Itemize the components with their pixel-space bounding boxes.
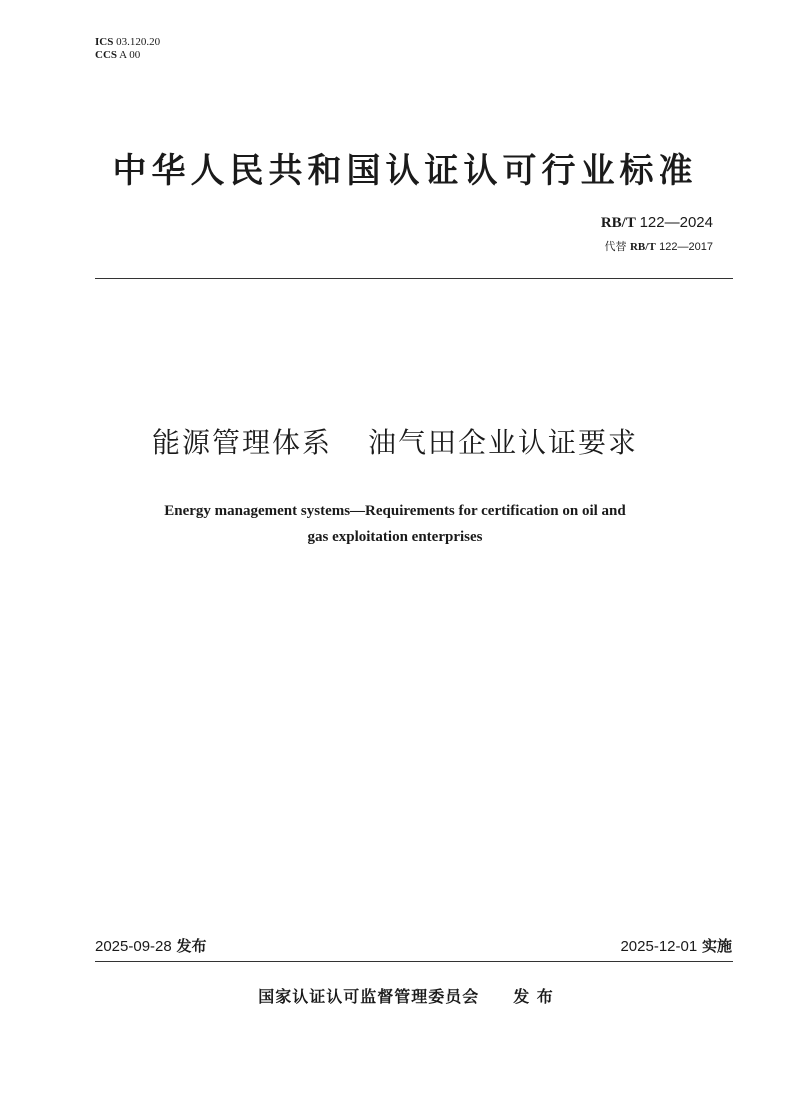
footer-divider bbox=[95, 961, 733, 962]
implementation-date bbox=[620, 936, 732, 957]
replaces-number: 122—2017 bbox=[659, 241, 713, 253]
ics-code: 03.120.20 bbox=[116, 36, 161, 48]
issue-date-label: 发布 bbox=[176, 937, 207, 955]
replaces-standard bbox=[604, 240, 713, 254]
ccs-line bbox=[95, 49, 160, 62]
issue-date bbox=[95, 936, 207, 957]
publisher-action: 发 布 bbox=[513, 987, 554, 1006]
standard-number-value: 122—2024 bbox=[639, 214, 713, 231]
title-en-line1: Energy management systems—Requirements for certification on oil and bbox=[164, 503, 626, 519]
header-divider bbox=[95, 278, 733, 279]
ics-label: ICS bbox=[95, 36, 114, 48]
replaces-prefix: RB/T bbox=[629, 241, 656, 253]
document-title-zh bbox=[0, 423, 790, 463]
implementation-date-value: 2025-12-01 bbox=[620, 938, 698, 955]
issue-date-value: 2025-09-28 bbox=[95, 938, 172, 955]
implementation-date-label: 实施 bbox=[701, 937, 732, 955]
title-zh-part2: 油气田企业认证要求 bbox=[368, 426, 639, 459]
ccs-label: CCS bbox=[95, 49, 118, 61]
publisher-name: 国家认证认可监督管理委员会 bbox=[258, 987, 480, 1006]
standard-category-heading: 中华人民共和国认证认可行业标准 bbox=[112, 151, 698, 191]
title-en-line2: gas exploitation enterprises bbox=[307, 529, 483, 545]
ccs-code: A 00 bbox=[119, 49, 141, 61]
ics-line bbox=[95, 36, 160, 49]
title-zh-part1: 能源管理体系 bbox=[151, 426, 332, 459]
classification-codes bbox=[95, 36, 160, 62]
standard-prefix: RB/T bbox=[600, 215, 636, 231]
publisher bbox=[0, 985, 790, 1009]
document-title-en bbox=[0, 498, 790, 550]
standard-number bbox=[601, 214, 713, 232]
replaces-label: 代替 bbox=[604, 240, 627, 253]
